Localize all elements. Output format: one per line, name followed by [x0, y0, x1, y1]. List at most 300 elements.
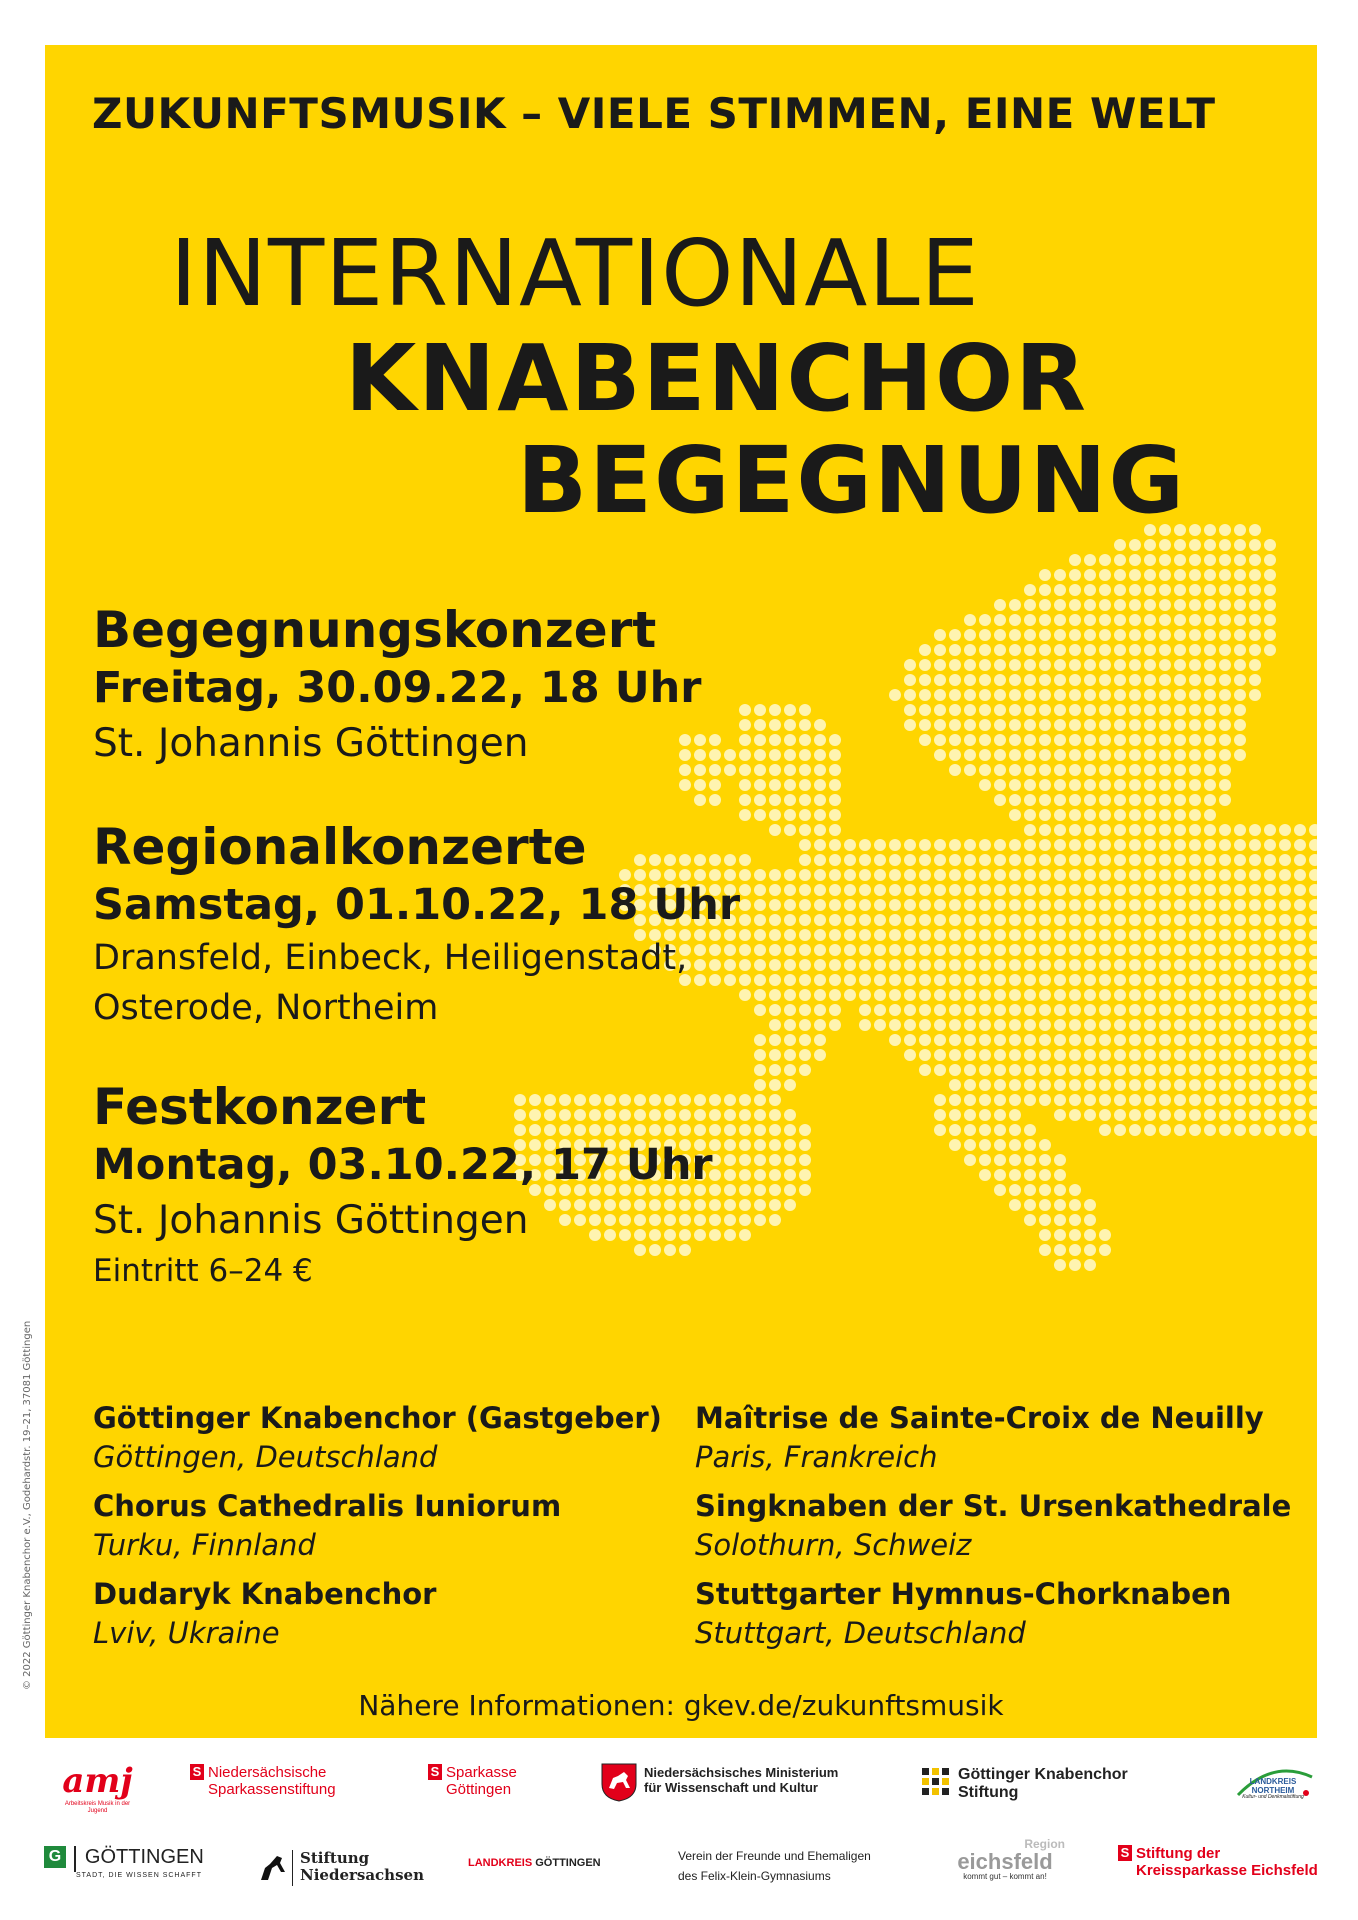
map-dot — [799, 944, 811, 956]
map-dot — [1009, 779, 1021, 791]
map-dot — [964, 899, 976, 911]
map-dot — [1249, 689, 1261, 701]
map-dot — [1129, 1064, 1141, 1076]
map-dot — [1219, 854, 1231, 866]
map-dot — [1264, 854, 1276, 866]
map-dot — [694, 794, 706, 806]
map-dot — [739, 1154, 751, 1166]
map-dot — [1309, 839, 1317, 851]
map-dot — [814, 854, 826, 866]
map-dot — [844, 854, 856, 866]
map-dot — [1159, 794, 1171, 806]
map-dot — [1234, 929, 1246, 941]
map-dot — [799, 929, 811, 941]
map-dot — [1234, 539, 1246, 551]
map-dot — [1234, 689, 1246, 701]
map-dot — [1174, 989, 1186, 1001]
map-dot — [1144, 569, 1156, 581]
map-dot — [829, 779, 841, 791]
map-dot — [964, 1019, 976, 1031]
map-dot — [1294, 1019, 1306, 1031]
map-dot — [1189, 1034, 1201, 1046]
map-dot — [1069, 959, 1081, 971]
event-places-line-1: Dransfeld, Einbeck, Heiligenstadt, — [93, 938, 688, 978]
map-dot — [1069, 1019, 1081, 1031]
map-dot — [1234, 1049, 1246, 1061]
map-dot — [754, 749, 766, 761]
map-dot — [1114, 614, 1126, 626]
map-dot — [1144, 659, 1156, 671]
map-dot — [1114, 899, 1126, 911]
choir-name: Dudaryk Knabenchor — [93, 1577, 437, 1611]
map-dot — [1009, 914, 1021, 926]
map-dot — [784, 1049, 796, 1061]
map-dot — [1069, 944, 1081, 956]
map-dot — [1129, 869, 1141, 881]
map-dot — [1249, 974, 1261, 986]
map-dot — [994, 1049, 1006, 1061]
map-dot — [919, 689, 931, 701]
map-dot — [754, 1214, 766, 1226]
map-dot — [1114, 1064, 1126, 1076]
map-dot — [1249, 629, 1261, 641]
map-dot — [979, 854, 991, 866]
map-dot — [1189, 554, 1201, 566]
map-dot — [1264, 869, 1276, 881]
map-dot — [1264, 989, 1276, 1001]
map-dot — [919, 734, 931, 746]
map-dot — [1189, 899, 1201, 911]
map-dot — [754, 764, 766, 776]
map-dot — [769, 1049, 781, 1061]
map-dot — [1219, 1079, 1231, 1091]
map-dot — [859, 854, 871, 866]
map-dot — [1144, 1094, 1156, 1106]
map-dot — [1219, 989, 1231, 1001]
map-dot — [859, 869, 871, 881]
map-dot — [1309, 854, 1317, 866]
map-dot — [1009, 629, 1021, 641]
event-places-line-2: Osterode, Northeim — [93, 988, 439, 1028]
map-dot — [1069, 674, 1081, 686]
map-dot — [1114, 1109, 1126, 1121]
map-dot — [1174, 929, 1186, 941]
map-dot — [799, 1154, 811, 1166]
map-dot — [829, 764, 841, 776]
map-dot — [949, 749, 961, 761]
map-dot — [889, 854, 901, 866]
map-dot — [1084, 704, 1096, 716]
map-dot — [829, 914, 841, 926]
map-dot — [844, 839, 856, 851]
map-dot — [1189, 779, 1201, 791]
map-dot — [1039, 614, 1051, 626]
map-dot — [1024, 899, 1036, 911]
map-dot — [994, 1109, 1006, 1121]
map-dot — [1054, 914, 1066, 926]
map-dot — [1144, 1064, 1156, 1076]
sparkasse-goettingen-logo: S Sparkasse Göttingen — [428, 1764, 517, 1799]
verein-logo: Verein der Freunde und Ehemaligen des Felix-Klein-Gymnasiums — [678, 1849, 871, 1883]
map-dot — [1264, 839, 1276, 851]
map-dot — [1204, 704, 1216, 716]
map-dot — [1009, 644, 1021, 656]
map-dot — [784, 1199, 796, 1211]
map-dot — [724, 1229, 736, 1241]
map-dot — [1204, 959, 1216, 971]
map-dot — [1174, 539, 1186, 551]
map-dot — [754, 779, 766, 791]
map-dot — [1234, 1109, 1246, 1121]
map-dot — [1174, 749, 1186, 761]
map-dot — [1054, 734, 1066, 746]
map-dot — [739, 929, 751, 941]
map-dot — [1159, 929, 1171, 941]
map-dot — [769, 1094, 781, 1106]
map-dot — [904, 839, 916, 851]
map-dot — [1189, 824, 1201, 836]
map-dot — [784, 1034, 796, 1046]
map-dot — [934, 1004, 946, 1016]
map-dot — [994, 1094, 1006, 1106]
map-dot — [1249, 644, 1261, 656]
map-dot — [1294, 824, 1306, 836]
map-dot — [1069, 1004, 1081, 1016]
map-dot — [1204, 1004, 1216, 1016]
map-dot — [844, 944, 856, 956]
map-dot — [979, 1169, 991, 1181]
map-dot — [1294, 869, 1306, 881]
map-dot — [1234, 944, 1246, 956]
map-dot — [1129, 644, 1141, 656]
map-dot — [1084, 779, 1096, 791]
map-dot — [904, 659, 916, 671]
map-dot — [949, 659, 961, 671]
map-dot — [1099, 899, 1111, 911]
event-begegnungskonzert — [93, 600, 701, 772]
map-dot — [1069, 1094, 1081, 1106]
map-dot — [1234, 1004, 1246, 1016]
map-dot — [1204, 689, 1216, 701]
map-dot — [1219, 1034, 1231, 1046]
map-dot — [1054, 674, 1066, 686]
map-dot — [814, 764, 826, 776]
map-dot — [964, 1064, 976, 1076]
map-dot — [784, 869, 796, 881]
map-dot — [1084, 1019, 1096, 1031]
map-dot — [1264, 824, 1276, 836]
map-dot — [1024, 1064, 1036, 1076]
map-dot — [1234, 959, 1246, 971]
map-dot — [754, 1139, 766, 1151]
map-dot — [754, 809, 766, 821]
map-dot — [1189, 1004, 1201, 1016]
map-dot — [934, 989, 946, 1001]
map-dot — [979, 1064, 991, 1076]
map-dot — [814, 929, 826, 941]
map-dot — [1174, 1109, 1186, 1121]
map-dot — [739, 734, 751, 746]
map-dot — [979, 1139, 991, 1151]
map-dot — [934, 839, 946, 851]
map-dot — [1204, 614, 1216, 626]
map-dot — [1039, 1034, 1051, 1046]
map-dot — [1264, 899, 1276, 911]
choir-name: Chorus Cathedralis Iuniorum — [93, 1489, 562, 1523]
map-dot — [784, 1184, 796, 1196]
map-dot — [1024, 674, 1036, 686]
map-dot — [1009, 719, 1021, 731]
map-dot — [979, 959, 991, 971]
map-dot — [1144, 839, 1156, 851]
map-dot — [1084, 674, 1096, 686]
map-dot — [1099, 989, 1111, 1001]
map-dot — [1234, 1094, 1246, 1106]
map-dot — [1129, 599, 1141, 611]
map-dot — [1069, 869, 1081, 881]
map-dot — [1069, 1184, 1081, 1196]
map-dot — [1114, 539, 1126, 551]
map-dot — [1144, 809, 1156, 821]
map-dot — [1174, 869, 1186, 881]
map-dot — [919, 644, 931, 656]
map-dot — [1024, 629, 1036, 641]
map-dot — [1234, 839, 1246, 851]
map-dot — [814, 1019, 826, 1031]
map-dot — [1174, 1019, 1186, 1031]
map-dot — [1219, 974, 1231, 986]
map-dot — [1219, 674, 1231, 686]
map-dot — [1174, 944, 1186, 956]
map-dot — [1024, 749, 1036, 761]
map-dot — [709, 734, 721, 746]
map-dot — [1069, 1079, 1081, 1091]
map-dot — [1129, 734, 1141, 746]
map-dot — [934, 1049, 946, 1061]
map-dot — [829, 749, 841, 761]
map-dot — [1114, 1079, 1126, 1091]
map-dot — [1099, 629, 1111, 641]
map-dot — [1279, 1124, 1291, 1136]
map-dot — [1189, 1064, 1201, 1076]
map-dot — [1189, 704, 1201, 716]
map-dot — [784, 1079, 796, 1091]
map-dot — [979, 734, 991, 746]
map-dot — [799, 809, 811, 821]
map-dot — [1189, 674, 1201, 686]
map-dot — [1279, 959, 1291, 971]
map-dot — [799, 779, 811, 791]
map-dot — [1219, 884, 1231, 896]
map-dot — [1204, 599, 1216, 611]
map-dot — [904, 914, 916, 926]
map-dot — [1054, 689, 1066, 701]
map-dot — [1084, 719, 1096, 731]
map-dot — [1174, 719, 1186, 731]
map-dot — [1279, 1004, 1291, 1016]
map-dot — [1099, 1109, 1111, 1121]
map-dot — [994, 899, 1006, 911]
map-dot — [1129, 899, 1141, 911]
map-dot — [1294, 884, 1306, 896]
map-dot — [1084, 854, 1096, 866]
map-dot — [964, 614, 976, 626]
map-dot — [1204, 989, 1216, 1001]
map-dot — [1039, 959, 1051, 971]
stiftung-niedersachsen-logo: Stiftung Niedersachsen — [258, 1850, 424, 1885]
map-dot — [1024, 659, 1036, 671]
map-dot — [1129, 539, 1141, 551]
map-dot — [1084, 584, 1096, 596]
map-dot — [1024, 584, 1036, 596]
event-entry-price: Eintritt 6–24 € — [93, 1253, 313, 1289]
map-dot — [1249, 1124, 1261, 1136]
map-dot — [949, 1139, 961, 1151]
map-dot — [1039, 974, 1051, 986]
map-dot — [1234, 974, 1246, 986]
map-dot — [1234, 614, 1246, 626]
map-dot — [1069, 854, 1081, 866]
map-dot — [1099, 944, 1111, 956]
map-dot — [1054, 869, 1066, 881]
title-line-3: BEGEGNUNG — [517, 427, 1187, 534]
map-dot — [769, 1199, 781, 1211]
map-dot — [1264, 884, 1276, 896]
map-dot — [1144, 674, 1156, 686]
map-dot — [1054, 1094, 1066, 1106]
map-dot — [934, 719, 946, 731]
map-dot — [1219, 899, 1231, 911]
map-dot — [1144, 929, 1156, 941]
map-dot — [1294, 1109, 1306, 1121]
map-dot — [814, 869, 826, 881]
map-dot — [1234, 674, 1246, 686]
map-dot — [1279, 989, 1291, 1001]
map-dot — [1009, 704, 1021, 716]
map-dot — [1054, 824, 1066, 836]
map-dot — [1039, 809, 1051, 821]
map-dot — [934, 869, 946, 881]
map-dot — [814, 884, 826, 896]
map-dot — [964, 1139, 976, 1151]
map-dot — [964, 989, 976, 1001]
map-dot — [1204, 929, 1216, 941]
map-dot — [1189, 659, 1201, 671]
map-dot — [1159, 1109, 1171, 1121]
map-dot — [814, 839, 826, 851]
map-dot — [1264, 554, 1276, 566]
map-dot — [1264, 929, 1276, 941]
map-dot — [1009, 1034, 1021, 1046]
map-dot — [859, 959, 871, 971]
map-dot — [1054, 704, 1066, 716]
map-dot — [739, 764, 751, 776]
map-dot — [919, 989, 931, 1001]
map-dot — [979, 659, 991, 671]
map-dot — [1189, 839, 1201, 851]
map-dot — [1009, 974, 1021, 986]
map-dot — [919, 854, 931, 866]
map-dot — [739, 794, 751, 806]
map-dot — [1189, 974, 1201, 986]
map-dot — [1159, 914, 1171, 926]
map-dot — [949, 899, 961, 911]
map-dot — [1249, 1079, 1261, 1091]
map-dot — [1249, 899, 1261, 911]
map-dot — [1069, 599, 1081, 611]
map-dot — [1084, 959, 1096, 971]
map-dot — [1159, 644, 1171, 656]
map-dot — [889, 839, 901, 851]
map-dot — [1189, 1109, 1201, 1121]
map-dot — [1189, 989, 1201, 1001]
map-dot — [1114, 839, 1126, 851]
map-dot — [1234, 1124, 1246, 1136]
map-dot — [1099, 764, 1111, 776]
map-dot — [1069, 1109, 1081, 1121]
map-dot — [1144, 749, 1156, 761]
map-dot — [904, 704, 916, 716]
map-dot — [1069, 689, 1081, 701]
map-dot — [844, 929, 856, 941]
map-dot — [964, 1079, 976, 1091]
map-dot — [994, 1019, 1006, 1031]
map-dot — [1024, 959, 1036, 971]
map-dot — [1204, 809, 1216, 821]
map-dot — [964, 704, 976, 716]
map-dot — [784, 704, 796, 716]
map-dot — [799, 854, 811, 866]
map-dot — [1009, 794, 1021, 806]
map-dot — [1024, 1004, 1036, 1016]
map-dot — [769, 899, 781, 911]
map-dot — [754, 1169, 766, 1181]
map-dot — [1069, 914, 1081, 926]
map-dot — [994, 734, 1006, 746]
map-dot — [1204, 1064, 1216, 1076]
map-dot — [1099, 1094, 1111, 1106]
map-dot — [889, 869, 901, 881]
map-dot — [919, 704, 931, 716]
map-dot — [694, 779, 706, 791]
map-dot — [1069, 704, 1081, 716]
map-dot — [784, 824, 796, 836]
map-dot — [1069, 554, 1081, 566]
map-dot — [1144, 599, 1156, 611]
map-dot — [844, 899, 856, 911]
event-date: Freitag, 30.09.22, 18 Uhr — [93, 663, 702, 713]
map-dot — [1084, 1259, 1096, 1271]
map-dot — [1249, 539, 1261, 551]
map-dot — [1279, 1049, 1291, 1061]
map-dot — [1039, 1184, 1051, 1196]
map-dot — [1174, 899, 1186, 911]
map-dot — [994, 1184, 1006, 1196]
map-dot — [1204, 584, 1216, 596]
map-dot — [799, 974, 811, 986]
map-dot — [1234, 644, 1246, 656]
map-dot — [1309, 899, 1317, 911]
map-dot — [1309, 959, 1317, 971]
map-dot — [1024, 719, 1036, 731]
map-dot — [829, 809, 841, 821]
map-dot — [1069, 839, 1081, 851]
map-dot — [1069, 614, 1081, 626]
map-dot — [1114, 704, 1126, 716]
map-dot — [1129, 824, 1141, 836]
map-dot — [994, 839, 1006, 851]
map-dot — [1174, 794, 1186, 806]
